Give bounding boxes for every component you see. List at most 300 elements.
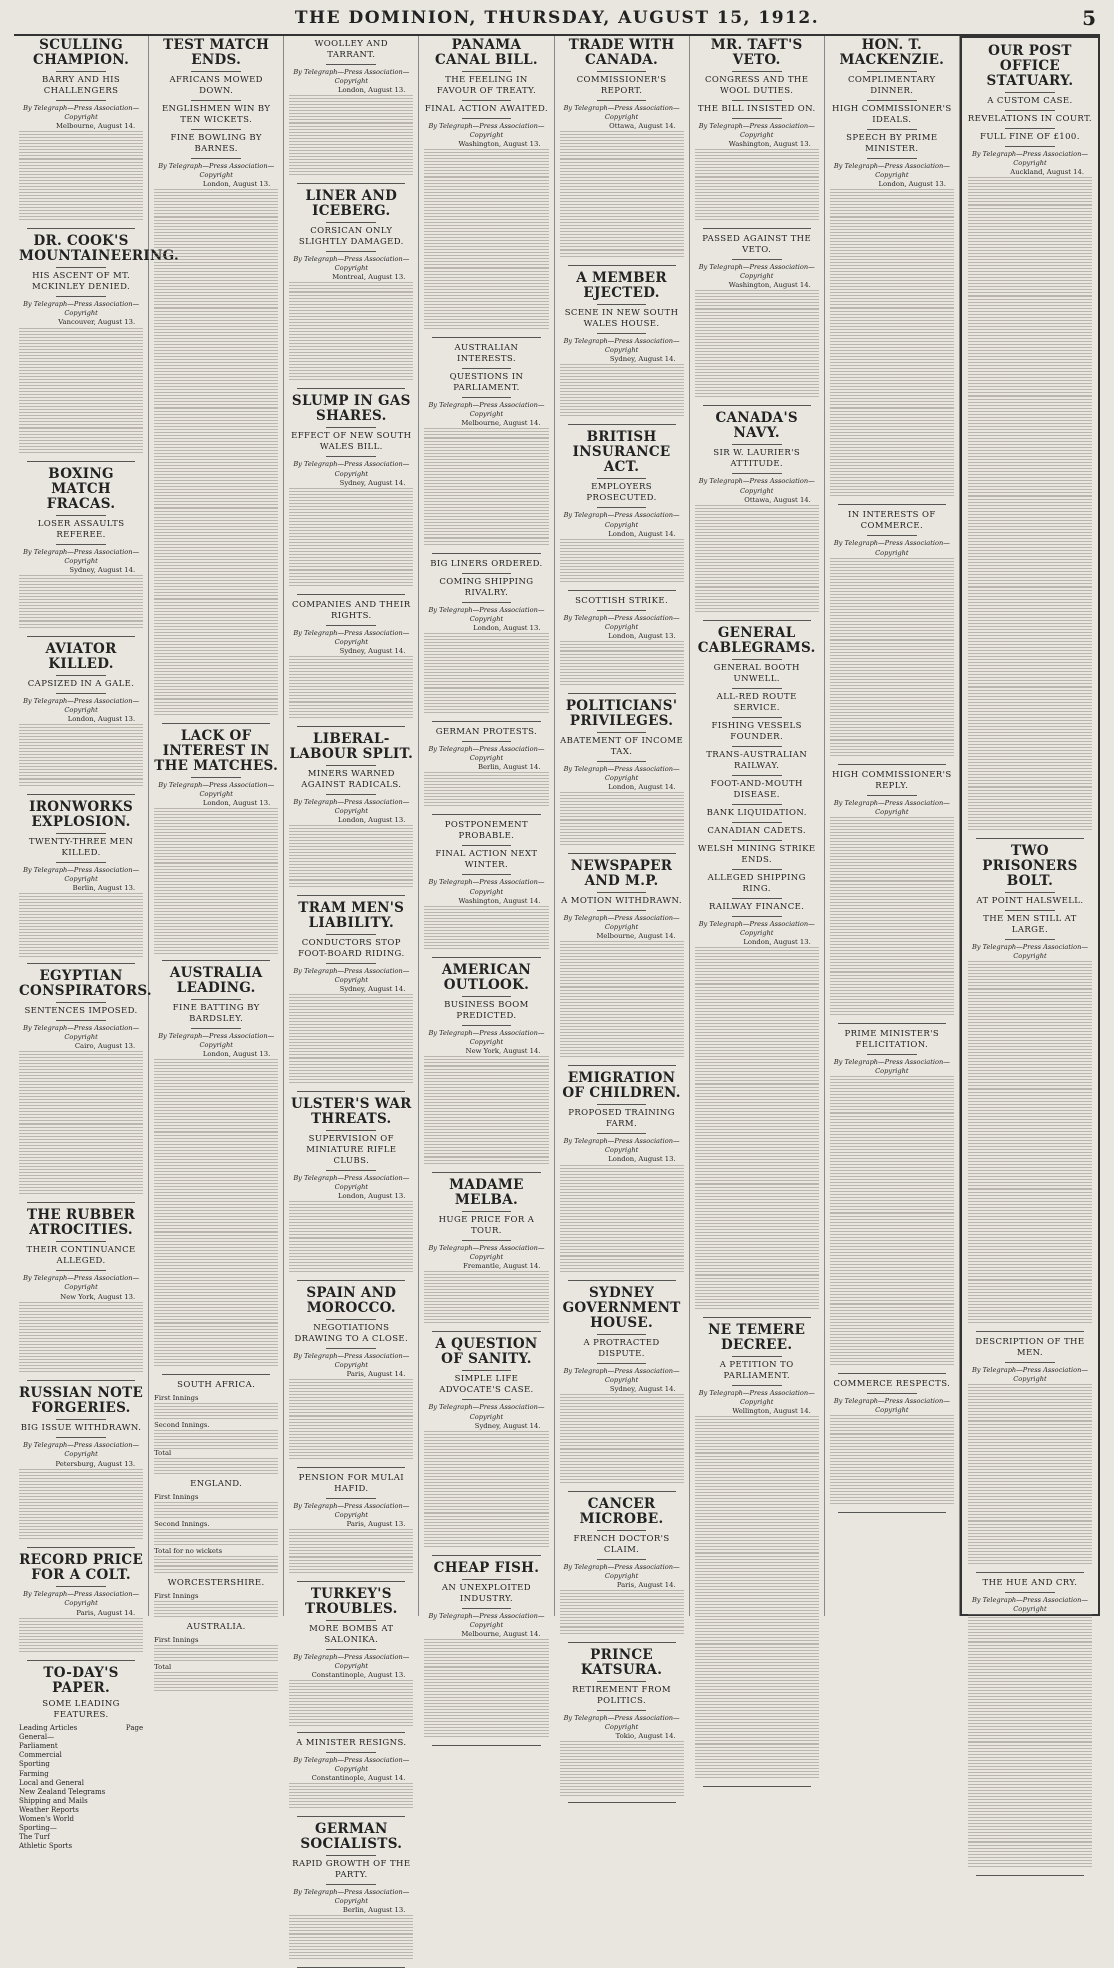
text-line: [968, 1511, 1092, 1520]
text-line: [968, 532, 1092, 541]
text-line: [830, 462, 954, 471]
text-line: [560, 1265, 684, 1274]
score-row-label: Total: [154, 1663, 172, 1672]
headline-rule: [326, 1498, 376, 1499]
text-line: [968, 441, 1092, 450]
text-line: [424, 1712, 548, 1721]
text-line: [560, 792, 684, 801]
cable-byline: By Telegraph—Press Association—Copyright: [563, 336, 680, 354]
text-line: [830, 740, 954, 749]
dateline-place: Constantinople, August 13.: [311, 1670, 406, 1679]
toc-entry-label: Shipping and Mails: [19, 1796, 88, 1805]
text-line: [154, 1150, 278, 1159]
text-line: [154, 435, 278, 444]
article-divider: [162, 723, 270, 724]
article-body: [424, 906, 548, 951]
text-line: [695, 299, 819, 308]
article: [695, 1323, 819, 1780]
text-line: [289, 870, 413, 879]
text-line: [968, 750, 1092, 759]
cable-byline: By Telegraph—Press Association—Copyright: [428, 605, 545, 623]
text-line: [19, 1051, 143, 1060]
text-line: [19, 1618, 143, 1627]
headline-rule: [462, 845, 512, 846]
text-line: [289, 994, 413, 1003]
text-line: [695, 354, 819, 363]
article-headline: GENERAL CABLEGRAMS.: [697, 624, 816, 656]
text-line: [695, 1753, 819, 1762]
column-5: [555, 36, 690, 1740]
text-line: [289, 1416, 413, 1425]
text-line: [154, 844, 278, 853]
headline-rule: [732, 869, 782, 870]
text-line: [968, 1225, 1092, 1234]
text-line: [830, 594, 954, 603]
text-line: [560, 195, 684, 204]
headline-rule: [462, 100, 512, 101]
article-divider: [432, 1331, 540, 1332]
text-line: [830, 576, 954, 585]
text-line: [289, 1228, 413, 1237]
headline-rule: [56, 675, 106, 676]
headline-rule: [597, 910, 647, 911]
text-line: [560, 1014, 684, 1023]
article-divider: [432, 814, 540, 815]
headline-rule: [191, 999, 241, 1000]
text-line: [968, 232, 1092, 241]
text-line: [560, 801, 684, 810]
text-line: [424, 213, 548, 222]
text-line: [289, 1952, 413, 1961]
article-divider: [976, 1875, 1084, 1876]
text-line: [154, 1195, 278, 1204]
article-headline: RUSSIAN NOTE FORGERIES.: [19, 1385, 144, 1417]
text-line: [968, 1079, 1092, 1088]
text-line: [289, 1201, 413, 1210]
text-line: [424, 447, 548, 456]
text-line: [968, 650, 1092, 659]
article-body: [19, 328, 143, 455]
text-line: [695, 1156, 819, 1165]
text-line: [154, 1332, 278, 1341]
article-body: [154, 189, 278, 716]
headline-rule: [597, 100, 647, 101]
text-line: [830, 471, 954, 480]
cable-byline: By Telegraph—Press Association—Copyright: [833, 539, 950, 557]
text-line: [695, 1580, 819, 1589]
text-line: [695, 177, 819, 186]
text-line: [695, 1762, 819, 1771]
headline-rule: [462, 573, 512, 574]
headline-rule: [56, 100, 106, 101]
text-line: [154, 1645, 278, 1654]
article-subhead: RAILWAY FINANCE.: [709, 901, 805, 912]
cable-byline: By Telegraph—Press Association—Copyright: [23, 1590, 140, 1608]
text-line: [289, 132, 413, 141]
text-line: [154, 817, 278, 826]
dateline-place: London, August 13.: [338, 86, 406, 95]
article-headline: TURKEY'S TROUBLES.: [304, 1585, 398, 1617]
article-headline: EMIGRATION OF CHILDREN.: [562, 1070, 681, 1102]
text-line: [830, 1488, 954, 1497]
text-line: [424, 924, 548, 933]
text-line: [19, 213, 143, 222]
text-line: [424, 642, 548, 651]
text-line: [830, 1285, 954, 1294]
cable-byline: By Telegraph—Press Association—Copyright: [293, 1888, 410, 1906]
score-row-label: Second Innings.: [154, 1421, 210, 1430]
dateline-place: London, August 13.: [878, 180, 946, 189]
column-7: [825, 36, 960, 1616]
text-line: [830, 198, 954, 207]
text-line: [560, 1174, 684, 1183]
text-line: [424, 222, 548, 231]
text-line: [830, 817, 954, 826]
dateline-place: Tokio, August 14.: [615, 1731, 676, 1740]
text-line: [968, 1557, 1092, 1566]
cable-byline: By Telegraph—Press Association—Copyright: [293, 628, 410, 646]
headline-rule: [326, 1752, 376, 1753]
article-headline: CANADA'S NAVY.: [715, 410, 798, 442]
text-line: [424, 258, 548, 267]
article-subhead: FINE BATTING BY BARDSLEY.: [172, 1002, 260, 1024]
article-body: [560, 641, 684, 686]
columns-container: [14, 36, 1100, 1915]
text-line: [424, 1431, 548, 1440]
headline-rule: [597, 1334, 647, 1335]
article-subhead: BARRY AND HIS CHALLENGERS: [42, 75, 121, 96]
dateline-place: London, August 14.: [608, 529, 676, 538]
text-line: [289, 1538, 413, 1547]
text-line: [560, 829, 684, 838]
text-line: [968, 386, 1092, 395]
text-line: [154, 271, 278, 280]
article-headline: PANAMA CANAL BILL.: [434, 37, 538, 68]
text-line: [19, 1160, 143, 1169]
dateline-place: Cairo, August 13.: [74, 1041, 136, 1050]
article-body: [19, 1618, 143, 1654]
text-line: [289, 292, 413, 301]
article-body: [968, 177, 1092, 832]
text-line: [560, 1050, 684, 1059]
text-line: [424, 313, 548, 322]
text-line: [968, 1760, 1092, 1769]
article-headline: SLUMP IN GAS SHARES.: [291, 393, 411, 425]
text-line: [830, 1479, 954, 1488]
score-row-label: First Innings: [154, 1591, 199, 1600]
text-line: [830, 826, 954, 835]
text-line: [19, 1532, 143, 1541]
headline-rule: [326, 222, 376, 223]
text-line: [154, 1268, 278, 1277]
cable-byline: By Telegraph—Press Association—Copyright: [293, 1173, 410, 1191]
text-line: [968, 1814, 1092, 1823]
article-headline: AUSTRALIA LEADING.: [169, 964, 263, 996]
article-headline: HON. T. MACKENZIE.: [839, 37, 945, 68]
text-line: [560, 1032, 684, 1041]
text-line: [154, 671, 278, 680]
score-row: [154, 1493, 278, 1502]
article-subhead: NEGOTIATIONS DRAWING TO A CLOSE.: [294, 1322, 409, 1344]
text-line: [560, 168, 684, 177]
text-line: [830, 1185, 954, 1194]
text-line: [424, 1721, 548, 1730]
todays-paper-title: TO-DAY'S PAPER.: [43, 1665, 119, 1697]
article-subhead: EMPLOYERS PROSECUTED.: [586, 482, 657, 504]
article-divider: [27, 461, 135, 462]
article: [424, 1561, 548, 1739]
score-team: ENGLAND.: [190, 1478, 243, 1489]
text-line: [968, 1448, 1092, 1457]
text-line: [154, 217, 278, 226]
text-line: [154, 408, 278, 417]
article-body: [154, 1502, 278, 1520]
cable-byline: By Telegraph—Press Association—Copyright: [428, 1403, 545, 1421]
dateline-place: Sydney, August 14.: [474, 1421, 541, 1430]
text-line: [560, 222, 684, 231]
article: [695, 234, 819, 399]
text-line: [289, 1716, 413, 1725]
article-body: [560, 1590, 684, 1635]
article-subhead: A MOTION WITHDRAWN.: [561, 895, 682, 906]
score-table: [154, 1479, 278, 1575]
article-divider: [838, 764, 946, 765]
headline-rule: [462, 1608, 512, 1609]
headline-rule: [597, 892, 647, 893]
article: [289, 394, 413, 587]
text-line: [968, 1252, 1092, 1261]
text-line: [560, 1430, 684, 1439]
text-line: [289, 319, 413, 328]
headline-rule: [56, 1270, 106, 1271]
todays-paper-subtitle: SOME LEADING FEATURES.: [42, 1699, 120, 1721]
article-body: [19, 575, 143, 630]
cable-byline: By Telegraph—Press Association—Copyright: [563, 511, 680, 529]
article-body: [289, 825, 413, 889]
text-line: [695, 523, 819, 532]
article-subhead: PROPOSED TRAINING FARM.: [568, 1108, 675, 1130]
headline-rule: [326, 1348, 376, 1349]
text-line: [830, 935, 954, 944]
article-subhead: FINAL ACTION AWAITED.: [424, 104, 548, 114]
text-line: [424, 1066, 548, 1075]
text-line: [19, 1302, 143, 1311]
article-body: [289, 1680, 413, 1725]
text-line: [154, 1467, 278, 1476]
text-line: [830, 649, 954, 658]
text-line: [154, 1350, 278, 1359]
text-line: [560, 1228, 684, 1237]
article: [695, 411, 819, 613]
text-line: [830, 926, 954, 935]
text-line: [289, 880, 413, 889]
text-line: [830, 1349, 954, 1358]
text-line: [289, 1689, 413, 1698]
text-line: [19, 186, 143, 195]
dateline-place: London, August 13.: [473, 623, 541, 632]
cable-byline: By Telegraph—Press Association—Copyright: [23, 696, 140, 714]
text-line: [19, 1311, 143, 1320]
text-line: [424, 519, 548, 528]
article-body: [424, 772, 548, 808]
cable-byline: By Telegraph—Press Association—Copyright: [833, 162, 950, 180]
text-line: [560, 1246, 684, 1255]
text-line: [560, 177, 684, 186]
text-line: [424, 186, 548, 195]
text-line: [560, 213, 684, 222]
page-number: 5: [1082, 6, 1096, 30]
cable-byline: By Telegraph—Press Association—Copyright: [563, 1713, 680, 1731]
text-line: [968, 396, 1092, 405]
text-line: [154, 1313, 278, 1322]
text-line: [830, 1304, 954, 1313]
article-subhead: BIG ISSUE WITHDRAWN.: [20, 1423, 142, 1434]
text-line: [19, 1514, 143, 1523]
text-line: [968, 332, 1092, 341]
article-body: [154, 1403, 278, 1421]
text-line: [968, 1207, 1092, 1216]
article: [289, 1738, 413, 1811]
text-line: [154, 580, 278, 589]
cable-byline: By Telegraph—Press Association—Copyright: [563, 764, 680, 783]
article-subhead: BANK LIQUIDATION.: [706, 807, 807, 818]
text-line: [968, 268, 1092, 277]
text-line: [830, 908, 954, 917]
text-line: [424, 906, 548, 915]
text-line: [289, 1219, 413, 1228]
article-subhead: FINE BOWLING BY BARNES.: [170, 133, 262, 154]
text-line: [154, 553, 278, 562]
headline-rule: [597, 507, 647, 508]
text-line: [830, 1158, 954, 1167]
text-line: [830, 1094, 954, 1103]
text-line: [830, 1358, 954, 1367]
article-divider: [27, 228, 135, 229]
text-line: [154, 1132, 278, 1141]
article-divider: [297, 594, 405, 595]
headline-rule: [732, 916, 782, 917]
text-line: [560, 1590, 684, 1599]
text-line: [968, 1614, 1092, 1623]
dateline-place: Melbourne, August 14.: [55, 122, 136, 131]
text-line: [19, 1078, 143, 1087]
article-body: [19, 724, 143, 788]
text-line: [968, 1832, 1092, 1841]
text-line: [695, 186, 819, 195]
dateline-place: Berlin, August 14.: [477, 762, 541, 771]
text-line: [968, 1316, 1092, 1325]
text-line: [289, 1003, 413, 1012]
cable-byline: By Telegraph—Press Association—Copyright: [293, 1652, 410, 1670]
text-line: [968, 186, 1092, 195]
article-subhead: A CUSTOM CASE.: [987, 96, 1073, 106]
text-line: [154, 863, 278, 872]
article-body: [154, 1556, 278, 1574]
text-line: [968, 468, 1092, 477]
dateline-place: Petersburg, August 13.: [55, 1459, 136, 1468]
article-body: [830, 558, 954, 758]
dateline-place: London, August 13.: [608, 1155, 676, 1164]
text-line: [968, 1070, 1092, 1079]
text-line: [560, 364, 684, 373]
text-line: [289, 560, 413, 569]
headline-rule: [56, 833, 106, 834]
text-line: [830, 667, 954, 676]
text-line: [968, 577, 1092, 586]
text-line: [19, 1338, 143, 1347]
text-line: [830, 612, 954, 621]
headline-rule: [867, 1054, 917, 1055]
text-line: [695, 327, 819, 336]
text-line: [695, 1425, 819, 1434]
text-line: [424, 428, 548, 437]
article-divider: [432, 337, 540, 338]
dateline-place: Sydney, August 14.: [69, 566, 136, 574]
text-line: [560, 660, 684, 669]
text-line: [695, 1734, 819, 1743]
text-line: [154, 1412, 278, 1421]
headline-rule: [732, 71, 782, 72]
article-divider: [568, 1280, 676, 1281]
article-headline: A MEMBER EJECTED.: [576, 269, 667, 301]
text-line: [560, 1449, 684, 1458]
text-line: [154, 471, 278, 480]
text-line: [968, 414, 1092, 423]
text-line: [968, 1052, 1092, 1061]
text-line: [830, 621, 954, 630]
cable-byline: By Telegraph—Press Association—Copyright: [293, 1502, 410, 1520]
article-body: [19, 1302, 143, 1375]
article-headline: TRADE WITH CANADA.: [568, 37, 675, 68]
text-line: [695, 1598, 819, 1607]
article-body: [830, 1415, 954, 1506]
text-line: [830, 226, 954, 235]
text-line: [968, 1189, 1092, 1198]
dateline-place: Paris, August 13.: [346, 1520, 406, 1529]
text-line: [695, 390, 819, 399]
text-line: [968, 205, 1092, 214]
text-line: [830, 207, 954, 216]
article-body: [289, 1201, 413, 1274]
text-line: [968, 241, 1092, 250]
text-line: [695, 1065, 819, 1074]
cable-byline: By Telegraph—Press Association—Copyright: [428, 1029, 545, 1047]
text-line: [19, 1114, 143, 1123]
text-line: [968, 998, 1092, 1007]
article-body: [560, 131, 684, 258]
cable-byline: By Telegraph—Press Association—Copyright: [23, 865, 140, 883]
text-line: [968, 1289, 1092, 1298]
text-line: [289, 1434, 413, 1443]
article-headline: A QUESTION OF SANITY.: [435, 1336, 538, 1368]
article-body: [154, 1430, 278, 1448]
toc-entry-label: Farming: [19, 1769, 49, 1778]
text-line: [154, 317, 278, 326]
text-line: [695, 568, 819, 577]
article-divider: [568, 1065, 676, 1066]
text-line: [968, 1007, 1092, 1016]
text-line: [289, 1783, 413, 1792]
text-line: [560, 1165, 684, 1174]
text-line: [560, 987, 684, 996]
text-line: [968, 1860, 1092, 1869]
text-line: [968, 1457, 1092, 1466]
text-line: [695, 213, 819, 222]
article: [289, 39, 413, 177]
text-line: [154, 1458, 278, 1467]
text-line: [560, 968, 684, 977]
text-line: [695, 1671, 819, 1680]
